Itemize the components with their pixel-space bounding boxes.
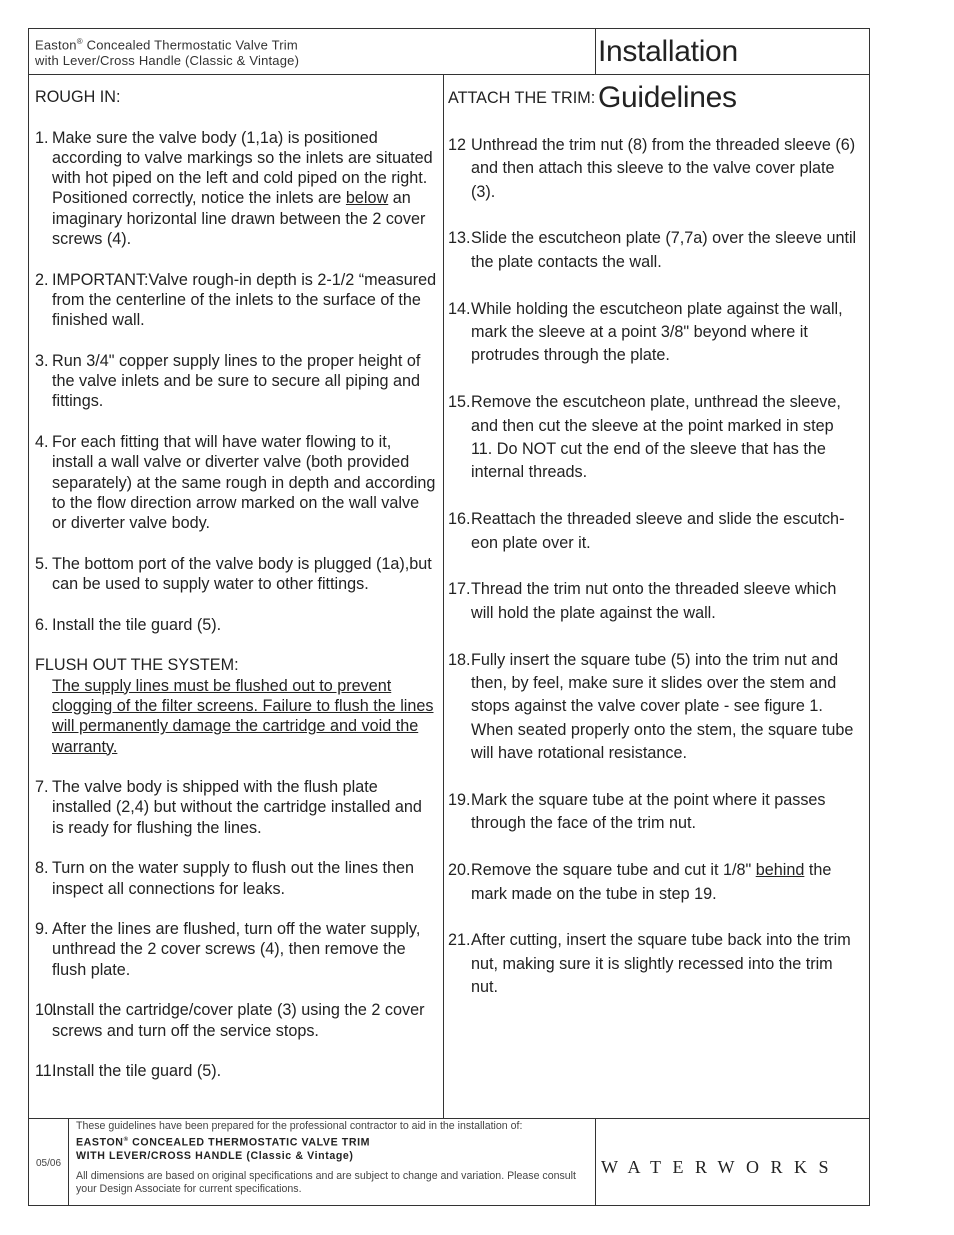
item-text: Turn on the water supply to flush out the lines then inspect all connections for leaks.: [52, 859, 415, 898]
item-number: 6.: [35, 615, 49, 634]
item-number: 10.: [35, 1001, 58, 1020]
list-item: [35, 128, 437, 250]
item-text: The valve body is shipped with the flush plate installed (2,4) but without the cartridge installed and is ready for flushing the lines.: [52, 778, 422, 837]
document-frame: [28, 28, 870, 1206]
item-text: IMPORTANT:Valve rough-in depth is 2-1/2 “measured from the centerline of the inlets to the surface of the finished wall.: [52, 270, 437, 330]
rough-in-title: ROUGH IN:: [35, 88, 121, 106]
item-text: Unthread the trim nut (8) from the threaded sleeve (6) and then attach this sleeve to the valve cover plate (3).: [471, 135, 856, 201]
item-emphasis: behind: [755, 861, 805, 880]
product-heading: Easton® Concealed Thermostatic Valve Trim with Lever/Cross Handle (Classic & Vintage): [29, 29, 596, 75]
item-text: For each fitting that will have water flowing to it, install a wall valve or diverter valve (both provided separately) at the same rough in depth and according to the flow direction arrow marked on the wall valve or diverter valve body.: [52, 433, 436, 533]
list-item: [448, 508, 857, 555]
item-number: 16.: [448, 510, 471, 529]
item-number: 14.: [448, 299, 471, 318]
list-item: [35, 858, 437, 899]
item-text: While holding the escutcheon plate against the wall, mark the sleeve at a point 3/8" beyond where it protrudes through the plate.: [471, 299, 843, 365]
item-number: 12: [448, 135, 467, 154]
footer-intro: These guidelines have been prepared for the professional contractor to aid in the installation of:: [76, 1120, 523, 1132]
list-item: [448, 859, 857, 906]
flush-title: FLUSH OUT THE SYSTEM:: [35, 656, 239, 675]
item-text: After cutting, insert the square tube back into the trim nut, making sure it is slightly recessed into the trim nut.: [471, 931, 851, 997]
list-item: [35, 615, 437, 635]
item-text: Install the tile guard (5).: [52, 1062, 222, 1081]
item-text: Remove the square tube and cut it 1/8": [471, 861, 756, 880]
list-item: [448, 134, 857, 204]
list-item: [448, 578, 857, 625]
item-text: the mark made on the tube in step 19.: [471, 861, 832, 903]
item-text: Reattach the threaded sleeve and slide the escutcheon plate over it.: [471, 510, 845, 552]
item-text: Make sure the valve body (1,1a) is positioned according to valve markings so the inlets are situated with hot piped on the left and cold piped on the right. Positioned correctly, notice the inlets are: [52, 128, 433, 208]
list-item: [35, 554, 437, 595]
item-number: 13.: [448, 229, 471, 248]
item-number: 2.: [35, 270, 49, 289]
item-text: Thread the trim nut onto the threaded sleeve which will hold the plate against the wall.: [471, 580, 837, 622]
list-item: [35, 1000, 437, 1041]
item-text: Remove the escutcheon plate, unthread the sleeve, and then cut the sleeve at the point marked in step 11. Do NOT cut the end of the sleeve that has the internal threads.: [471, 393, 841, 482]
list-item: [35, 777, 437, 838]
item-number: 3.: [35, 351, 49, 370]
item-text: The bottom port of the valve body is plugged (1a),but can be used to supply water to other fittings.: [52, 554, 432, 594]
item-text: Install the cartridge/cover plate (3) using the 2 cover screws and turn off the service stops.: [52, 1001, 425, 1040]
list-item: [448, 929, 857, 999]
footer: [29, 1118, 869, 1206]
item-emphasis: below: [345, 189, 389, 208]
list-item: [448, 227, 857, 274]
footer-product: EASTON® CONCEALED THERMOSTATIC VALVE TRIM WITH LEVER/CROSS HANDLE (Classic & Vintage): [76, 1136, 371, 1162]
brand-logo: WATERWORKS: [601, 1157, 841, 1177]
flush-warning: The supply lines must be flushed out to prevent clogging of the filter screens. Failure to flush the lines will permanently damage the cartridge and void the warranty.: [52, 676, 434, 756]
list-item: [35, 270, 437, 331]
attach-title: ATTACH THE TRIM:: [448, 89, 596, 107]
item-number: 19.: [448, 791, 471, 810]
list-item: [35, 919, 437, 980]
list-item: [35, 351, 437, 412]
revision-date: 05/06: [29, 1119, 69, 1206]
item-text: Mark the square tube at the point where it passes through the face of the trim nut.: [471, 791, 826, 833]
page-title: Installation Guidelines: [596, 29, 869, 75]
item-number: 9.: [35, 920, 49, 939]
item-number: 8.: [35, 859, 49, 878]
right-column: [444, 75, 869, 1118]
item-text: Slide the escutcheon plate (7,7a) over the sleeve until the plate contacts the wall.: [471, 229, 857, 271]
list-item: [35, 1061, 437, 1081]
item-text: After the lines are flushed, turn off the water supply, unthread the 2 cover screws (4), then remove the flush plate.: [52, 920, 421, 979]
list-item: [448, 391, 857, 485]
list-item: [448, 298, 857, 368]
item-number: 18.: [448, 650, 471, 669]
left-column: [29, 75, 444, 1118]
item-number: 20.: [448, 861, 471, 880]
item-number: 1.: [35, 128, 49, 147]
footer-note: All dimensions are based on original specifications and are subject to change and variation. Please consult your Design Associate for current specifications.: [76, 1169, 576, 1195]
list-item: [448, 789, 857, 836]
item-text: Run 3/4" copper supply lines to the proper height of the valve inlets and be sure to secure all piping and fittings.: [52, 351, 421, 411]
item-text: an imaginary horizontal line drawn between the 2 cover screws (4).: [52, 189, 426, 249]
item-number: 21.: [448, 931, 471, 950]
footer-text: [69, 1119, 596, 1206]
list-item: [35, 432, 437, 533]
item-number: 17.: [448, 580, 471, 599]
item-number: 4.: [35, 433, 49, 452]
item-number: 15.: [448, 393, 471, 412]
item-text: Install the tile guard (5).: [52, 615, 222, 634]
list-item: [448, 649, 857, 766]
item-number: 5.: [35, 554, 49, 573]
item-number: 11.: [35, 1062, 57, 1081]
item-text: Fully insert the square tube (5) into the trim nut and then, by feel, make sure it slides over the stem and stops against the valve cover plate - see figure 1. When seated properly onto the stem, the square tube will have rotational resistance.: [471, 650, 854, 763]
item-number: 7.: [35, 778, 49, 797]
